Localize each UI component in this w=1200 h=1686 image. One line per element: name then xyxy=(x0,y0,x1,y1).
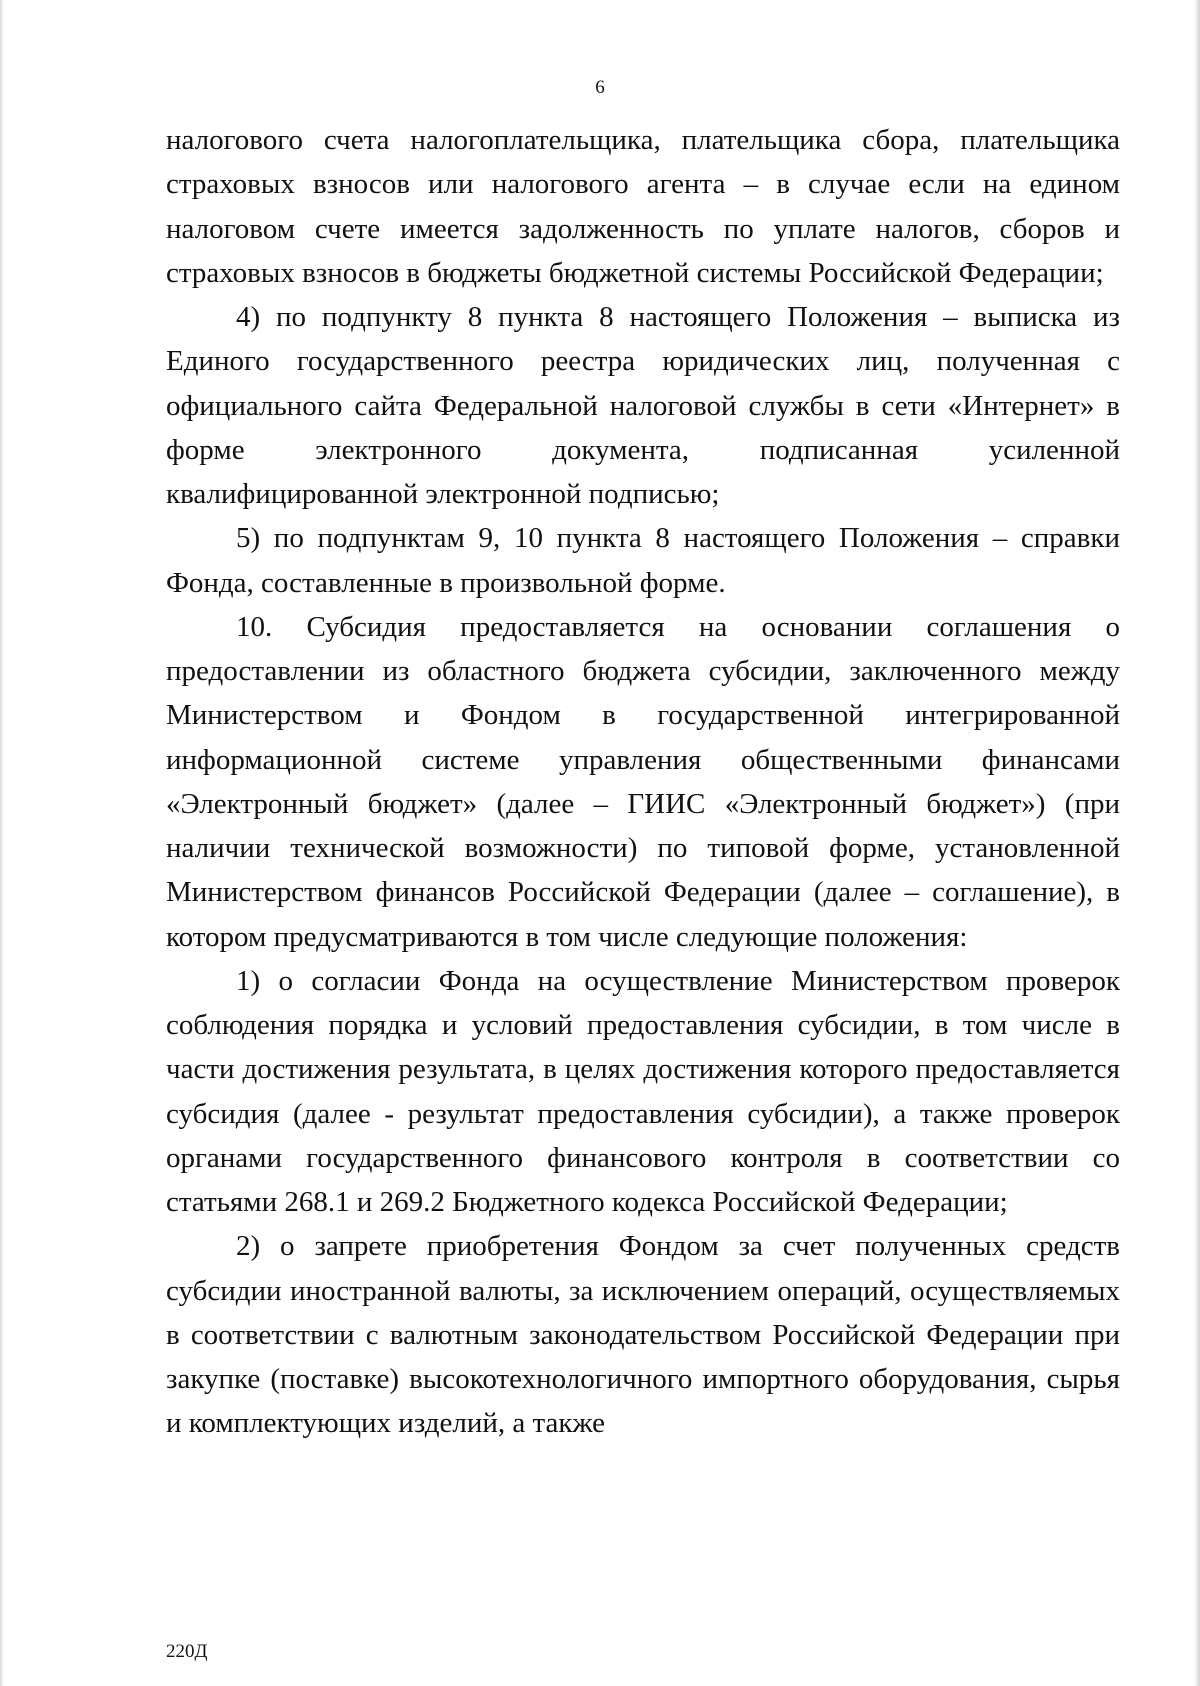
paragraph-item-5: 5) по подпунктам 9, 10 пункта 8 настоящего Положения – справки Фонда, составленные в произвольной форме. xyxy=(166,522,1120,599)
document-code: 220Д xyxy=(166,1641,208,1662)
paragraph-subitem-2: 2) о запрете приобретения Фондом за счет полученных средств субсидии иностранной валюты, за исключением операций, осуществляемых в соответствии с валютным законодательством Российской Федерации при закупке (поставке) высокотехнологичного импортного оборудования, сырья и комплектующих изделий, а также xyxy=(166,1230,1120,1440)
paragraph-item-4: 4) по подпункту 8 пункта 8 настоящего Положения – выписка из Единого государственного реестра юридических лиц, полученная с официального сайта Федеральной налоговой службы в сети «Интернет» в форме электронного документа, подписанная усиленной квалифицированной электронной подписью; xyxy=(166,301,1120,510)
paragraph-continuation: налогового счета налогоплательщика, плательщика сбора, плательщика страховых взносов или налогового агента – в случае если на едином налоговом счете имеется задолженность по уплате налогов, сборов и страховых взносов в бюджеты бюджетной системы Российской Федерации; xyxy=(166,124,1120,289)
scan-edge-right xyxy=(1194,0,1200,1686)
paragraph-section-10: 10. Субсидия предоставляется на основании соглашения о предоставлении из областного бюджета субсидии, заключенного между Министерством и Фондом в государственной интегрированной информационной системе управления общественными финансами «Электронный бюджет» (далее – ГИИС «Электронный бюджет») (при наличии технической возможности) по типовой форме, установленной Министерством финансов Российской Федерации (далее – соглашение), в котором предусматриваются в том числе следующие положения: xyxy=(166,610,1120,953)
scan-edge-left xyxy=(0,0,4,1686)
document-body xyxy=(166,118,1120,1446)
page-number: 6 xyxy=(595,77,605,98)
paragraph-subitem-1: 1) о согласии Фонда на осуществление Министерством проверок соблюдения порядка и условий предоставления субсидии, в том числе в части достижения результата, в целях достижения которого предоставляется субсидия (далее - результат предоставления субсидии), а также проверок органами государственного финансового контроля в соответствии со статьями 268.1 и 269.2 Бюджетного кодекса Российской Федерации; xyxy=(166,964,1120,1218)
